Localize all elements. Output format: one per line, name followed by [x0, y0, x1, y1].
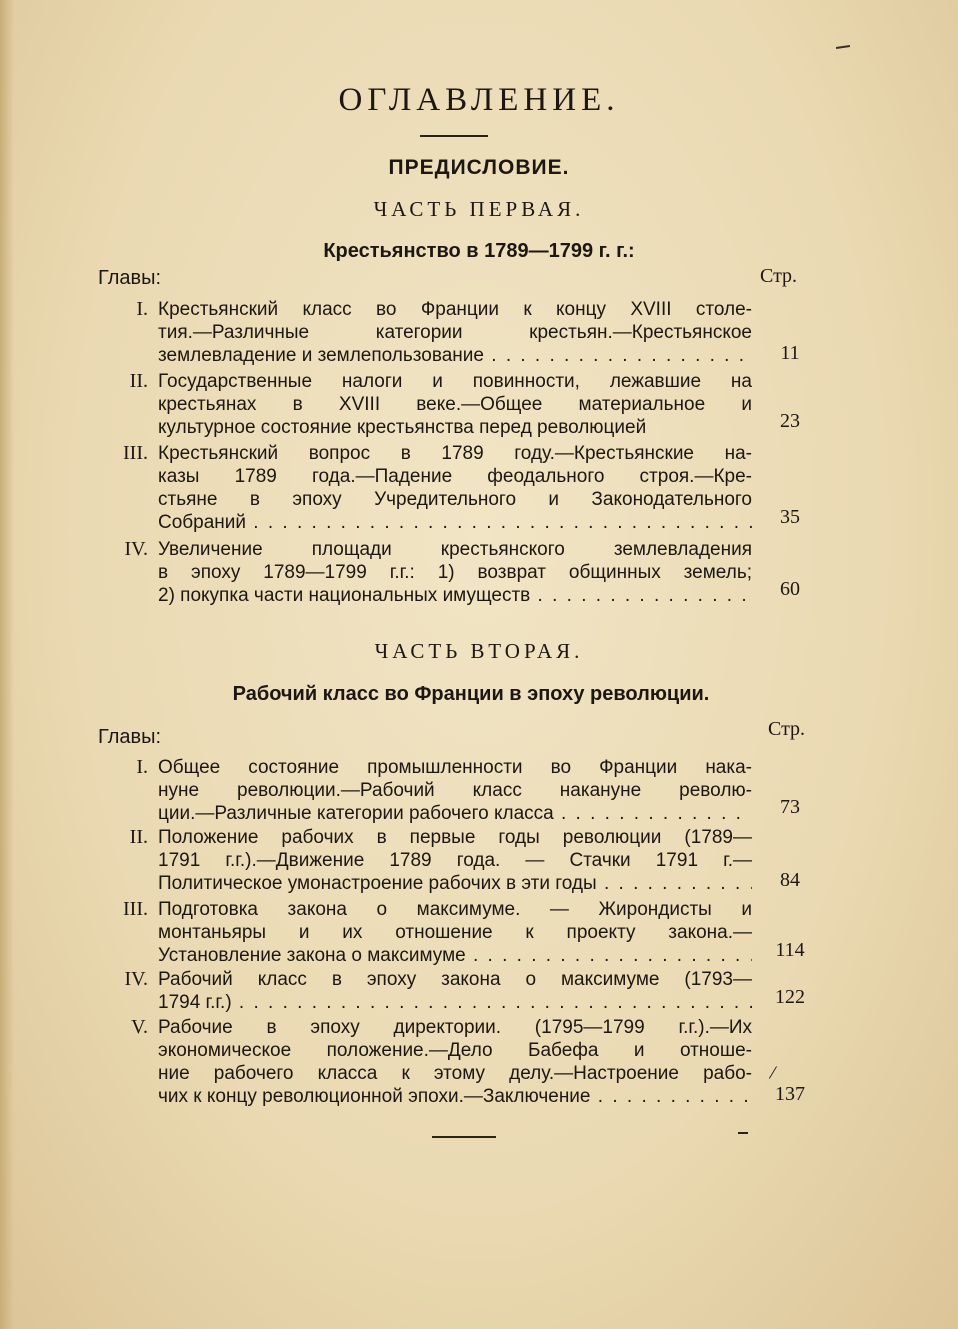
chapter-line: Крестьянский вопрос в 1789 году.—Крестьянские на-	[158, 443, 752, 464]
chapter-line-text: ции.—Различные категории рабочего класса	[158, 803, 554, 824]
chapter-line: Государственные налоги и повинности, лежавшие на	[158, 371, 752, 392]
chapter-line: Общее состояние промышленности во Франции нака-	[158, 757, 752, 778]
chapter-line-with-leader	[158, 872, 752, 895]
page-number: 84	[780, 869, 800, 891]
chapter-line: Крестьянский класс во Франции к концу XVIII столе-	[158, 299, 752, 320]
part-one-heading: ЧАСТЬ ПЕРВАЯ.	[373, 197, 585, 221]
dot-leader	[554, 803, 752, 824]
part-one-subtitle: Крестьянство в 1789—1799 г. г.:	[323, 240, 635, 262]
chapter-line: Положение рабочих в первые годы революции (1789—	[158, 827, 752, 848]
chapter-line-text: чих к концу революционной эпохи.—Заключение	[158, 1086, 591, 1107]
chapter-line: монтаньяры и их отношение к проекту закона.—	[158, 922, 752, 943]
part-two-chapters-label: Главы:	[98, 726, 162, 748]
chapter-line: экономическое положение.—Дело Бабефа и отноше-	[158, 1040, 752, 1061]
chapter-line-with-leader	[158, 584, 752, 607]
chapter-line: в эпоху 1789—1799 г.г.: 1) возврат общинных земель;	[158, 562, 752, 583]
chapter-line-text: Собраний	[158, 512, 247, 533]
part-two-subtitle: Рабочий класс во Франции в эпоху революции.	[232, 683, 710, 705]
chapter-line: Подготовка закона о максимуме. — Жирондисты и	[158, 899, 752, 920]
chapter-line: стьяне в эпоху Учредительного и Законодательного	[158, 489, 752, 510]
pencil-mark: /	[767, 1061, 778, 1085]
title-divider	[420, 135, 488, 137]
chapter-number: IV.	[124, 538, 148, 560]
chapter-line-with-leader	[158, 802, 752, 825]
chapter-line: крестьянах в XVIII веке.—Общее материальное и	[158, 394, 752, 415]
ink-mark	[738, 1132, 748, 1134]
page-title: ОГЛАВЛЕНИЕ.	[338, 82, 620, 118]
chapter-line-with-leader	[158, 944, 752, 967]
chapter-line: казы 1789 года.—Падение феодального строя.—Кре-	[158, 466, 752, 487]
chapter-number: II.	[129, 370, 148, 392]
chapter-line: нуне революции.—Рабочий класс накануне револю-	[158, 780, 752, 801]
page-number: 137	[775, 1083, 805, 1105]
chapter-number: III.	[123, 442, 148, 464]
chapter-number: I.	[136, 756, 148, 778]
chapter-number: I.	[136, 298, 148, 320]
page-number: 35	[780, 506, 800, 528]
dot-leader	[466, 945, 752, 966]
chapter-number: II.	[129, 826, 148, 848]
chapter-line-text: землевладение и землепользование	[158, 345, 484, 366]
ink-mark	[836, 45, 850, 49]
chapter-line: ние рабочего класса к этому делу.—Настроение рабо-	[158, 1063, 752, 1084]
part-one-chapters-label: Главы:	[98, 267, 162, 289]
chapter-line-with-leader	[158, 991, 752, 1014]
chapter-line-text: Политическое умонастроение рабочих в эти годы	[158, 873, 597, 894]
page-number: 114	[775, 939, 805, 961]
page-number: 23	[780, 410, 800, 432]
preface-heading: ПРЕДИСЛОВИЕ.	[388, 156, 570, 179]
part-two-pages-label: Стр.	[768, 718, 806, 740]
page-number: 73	[780, 796, 800, 818]
chapter-number: V.	[131, 1016, 148, 1038]
chapter-line: 1791 г.г.).—Движение 1789 года. — Стачки 1791 г.—	[158, 850, 752, 871]
chapter-number: IV.	[124, 968, 148, 990]
page-number: 11	[780, 342, 800, 364]
chapter-number: III.	[123, 898, 148, 920]
closing-divider	[432, 1136, 496, 1138]
dot-leader	[530, 585, 752, 606]
dot-leader	[597, 873, 752, 894]
chapter-line-with-leader	[158, 511, 752, 534]
chapter-line-with-leader	[158, 344, 752, 367]
page-number: 60	[780, 578, 800, 600]
dot-leader	[232, 992, 752, 1013]
page-number: 122	[775, 986, 805, 1008]
chapter-line-text: 1794 г.г.)	[158, 992, 232, 1013]
chapter-line: культурное состояние крестьянства перед революцией	[158, 417, 647, 438]
part-one-pages-label: Стр.	[760, 265, 798, 287]
part-two-heading: ЧАСТЬ ВТОРАЯ.	[374, 639, 584, 663]
chapter-line-with-leader	[158, 1085, 752, 1108]
chapter-line: Рабочие в эпоху директории. (1795—1799 г.г.).—Их	[158, 1017, 752, 1038]
dot-leader	[591, 1086, 753, 1107]
chapter-line: Увеличение площади крестьянского землевладения	[158, 539, 752, 560]
chapter-line-text: Установление закона о максимуме	[158, 945, 466, 966]
chapter-line-text: 2) покупка части национальных имуществ	[158, 585, 531, 606]
chapter-line: тия.—Различные категории крестьян.—Крестьянское	[158, 322, 752, 343]
chapter-line: Рабочий класс в эпоху закона о максимуме (1793—	[158, 969, 752, 990]
dot-leader	[246, 512, 752, 533]
dot-leader	[484, 345, 752, 366]
